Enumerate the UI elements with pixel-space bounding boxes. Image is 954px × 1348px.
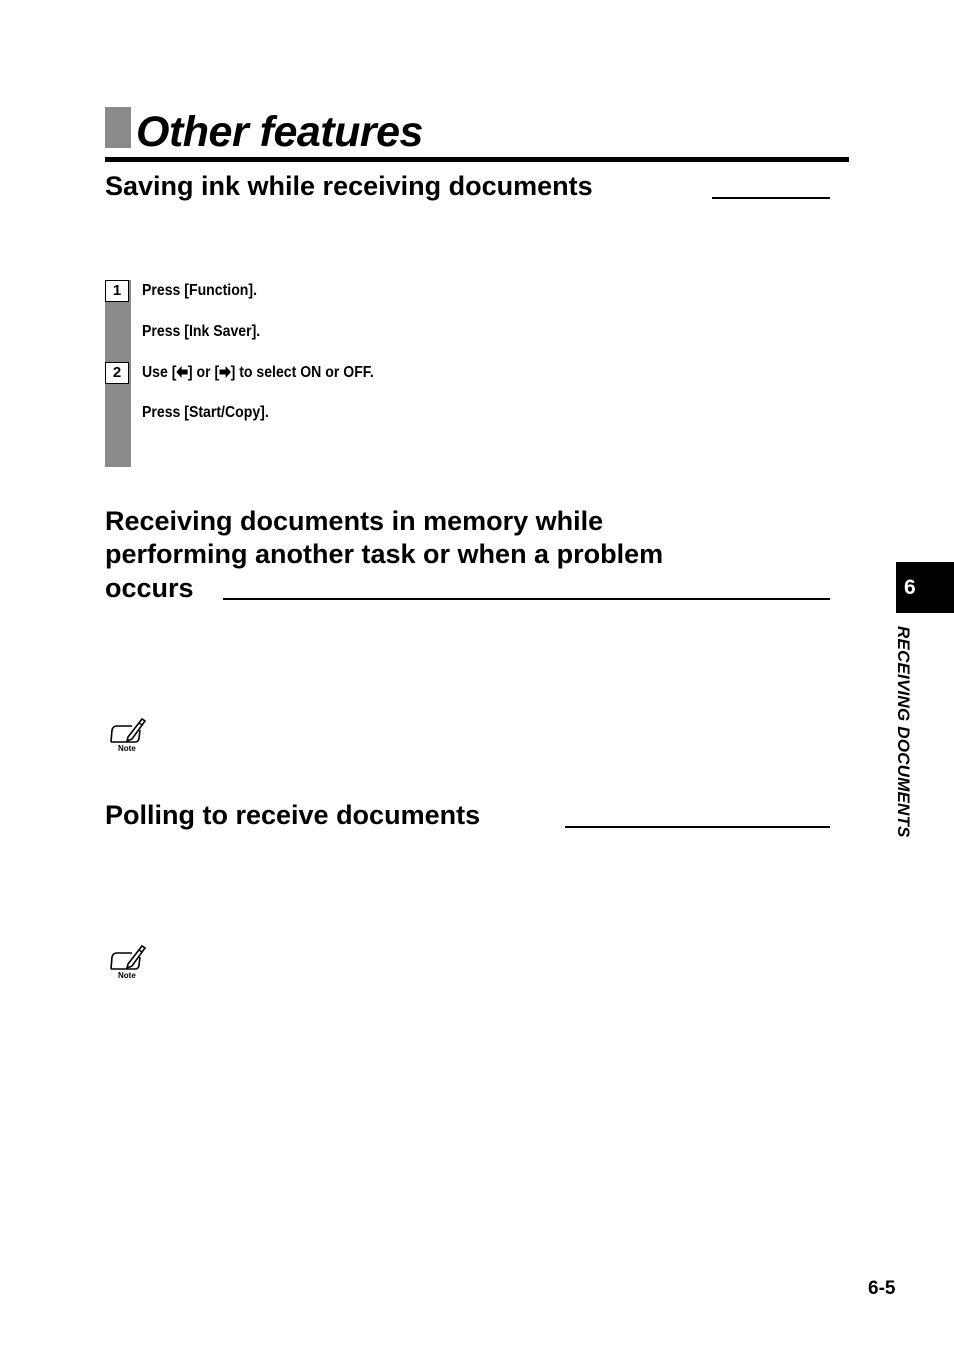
step-2-line-2: Press [Start/Copy]. [142, 404, 269, 421]
section-rule-ink-saver [712, 197, 830, 199]
step-number-1: 1 [105, 280, 129, 302]
page-number: 6-5 [868, 1278, 896, 1299]
title-rule [105, 157, 849, 162]
chapter-tab: 6 [896, 562, 954, 613]
title-marker [105, 107, 131, 148]
chapter-title-vertical [893, 626, 913, 916]
step-number-2: 2 [105, 362, 129, 384]
page-title: Other features [136, 108, 423, 156]
right-arrow-icon [219, 366, 230, 378]
step-2-text-a: Use [ [142, 364, 177, 381]
section-heading-memory-line-1: Receiving documents in memory while [105, 506, 604, 536]
step-1-line-2: Press [Ink Saver]. [142, 323, 261, 340]
section-heading-memory-line-2: performing another task or when a problem [105, 539, 664, 569]
note-label: Note [118, 971, 136, 980]
chapter-title: RECEIVING DOCUMENTS [894, 626, 913, 838]
note-label: Note [118, 744, 136, 753]
step-2-text-b: ] or [ [187, 364, 220, 381]
section-rule-memory [223, 598, 830, 600]
step-2-text-c: ] to select ON or OFF. [230, 364, 374, 381]
note-icon [108, 716, 150, 756]
section-heading-polling: Polling to receive documents [105, 800, 481, 830]
section-heading-memory-line-3: occurs [105, 573, 194, 603]
step-1-line-1: Press [Function]. [142, 282, 258, 299]
section-heading-ink-saver: Saving ink while receiving documents [105, 171, 593, 201]
left-arrow-icon [176, 366, 187, 378]
step-2-line-1 [142, 362, 374, 384]
section-rule-polling [565, 826, 830, 828]
note-icon [108, 943, 150, 983]
